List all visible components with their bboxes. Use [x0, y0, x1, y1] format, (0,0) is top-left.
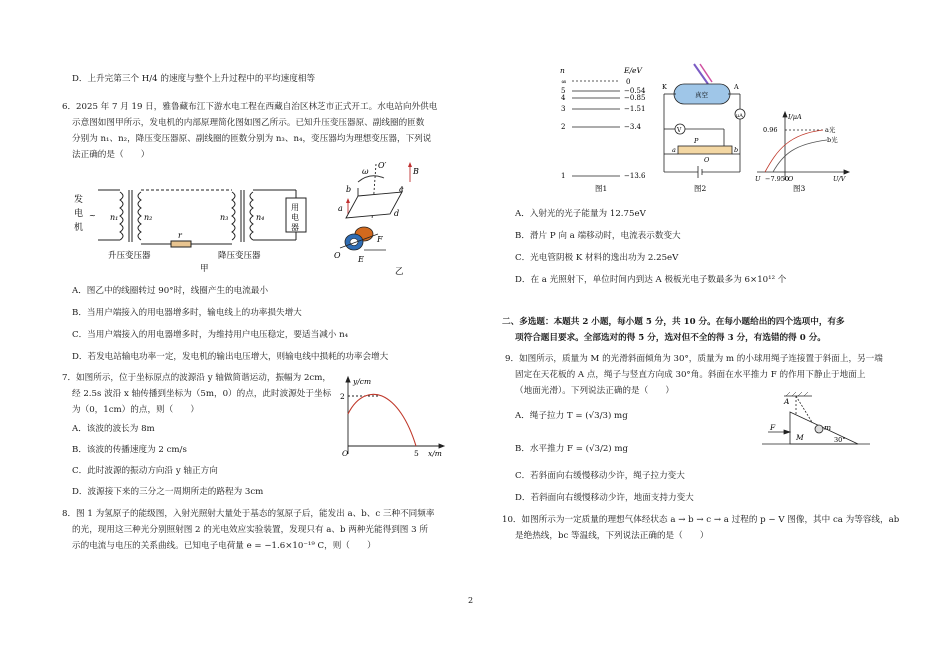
fig3-y-label: I/μA — [788, 113, 802, 121]
user-label-3: 器 — [291, 223, 299, 232]
level-n-3: 3 — [561, 105, 566, 113]
q7-option-c: C．此时波源的振动方向沿 y 轴正方向 — [72, 466, 218, 476]
q7-stem-line-1: 7．如图所示，位于坐标原点的波源沿 y 轴做简谐运动，振幅为 2cm， — [62, 373, 331, 383]
q10-stem-line-2: 是绝热线，bc 等温线，下列说法正确的是（ ） — [515, 531, 709, 541]
fig3-U: U — [755, 175, 761, 183]
generator-label-1: 发 — [74, 195, 84, 205]
level-E-1: −13.6 — [624, 172, 646, 180]
fig1-caption: 图1 — [595, 184, 608, 193]
q7-wave-graph — [338, 374, 448, 464]
step-down-label: 降压变压器 — [218, 251, 261, 261]
fig3-caption: 图3 — [793, 184, 806, 193]
q6-option-c: C．当用户端接入的用电器增多时，为维持用户电压稳定，要适当减小 n₄ — [72, 330, 349, 340]
generator-label-2: 电 — [74, 209, 84, 219]
fig2-caption: 图2 — [694, 184, 707, 193]
fig2-K: K — [662, 83, 667, 91]
label-n4: n₄ — [256, 213, 265, 222]
fig3-x-tick: −7.950 — [765, 175, 790, 183]
label-n3: n₃ — [220, 213, 229, 222]
photoelectric-apparatus — [654, 62, 754, 194]
energy-level-diagram — [558, 64, 663, 194]
label-b: b — [346, 185, 352, 194]
figure-jia-caption: 甲 — [200, 264, 209, 274]
q7-stem-line-3: 为（0，1cm）的点，则（ ） — [72, 405, 200, 415]
level-n-4: 4 — [561, 94, 566, 102]
page-number: 2 — [468, 596, 474, 605]
level-n-2: 2 — [561, 123, 566, 131]
q9-stem-line-1: 9．如图所示，质量为 M 的光滑斜面倾角为 30°，质量为 m 的小球用绳子连接置于斜面上，另一端 — [505, 354, 883, 364]
label-O: O — [334, 251, 341, 260]
fig3-y-tick: 0.96 — [763, 126, 778, 134]
level-n-inf: ∞ — [561, 78, 567, 86]
energy-header-E: E/eV — [624, 66, 642, 75]
q9-label-A: A — [784, 397, 790, 406]
q9-option-d: D．若斜面向右缓慢移动少许，地面支持力变大 — [515, 493, 694, 503]
q6-stem-line-1: 6．2025 年 7 月 19 日，雅鲁藏布江下游水电工程在西藏自治区林芝市正式开工。水电站向外供电 — [62, 102, 438, 112]
fig3-origin: O — [788, 175, 794, 183]
fig2-b: b — [734, 146, 739, 154]
label-omega: ω — [362, 167, 369, 176]
q8-stem-line-2: 的光，现用这三种光分别照射图 2 的光电效应实验装置，发现只有 a、b 两种光能得到图 3 所 — [72, 525, 428, 535]
q7-option-b: B．该波的传播速度为 2 cm/s — [72, 445, 187, 455]
level-E-5: −0.54 — [624, 87, 646, 95]
q9-label-F: F — [770, 423, 776, 432]
q10-stem-line-1: 10．如图所示为一定质量的理想气体经状态 a → b → c → a 过程的 p − V 图像，其中 ca 为等容线，ab — [502, 515, 900, 525]
generator-label-3: 机 — [74, 223, 84, 233]
fig2-voltmeter: V — [677, 127, 682, 134]
q6-stem-line-2: 示意图如图甲所示，发电机的内部原理简化图如图乙所示。已知升压变压器原、副线圈的匝数 — [72, 118, 425, 128]
svg-text:~: ~ — [89, 211, 96, 220]
q8-option-c: C．光电管阴极 K 材料的逸出功为 2.25eV — [515, 253, 679, 263]
tube-vacuum-label: 真空 — [695, 91, 708, 99]
q7-option-d: D．波源接下来的三分之一周期所走的路程为 3cm — [72, 487, 264, 497]
q9-label-M: M — [796, 433, 804, 442]
fig2-A: A — [734, 83, 739, 91]
fig2-a: a — [672, 146, 676, 154]
q6-option-d: D．若发电站输电功率一定，发电机的输出电压增大，则输电线中损耗的功率会增大 — [72, 352, 389, 362]
q9-label-m: m — [824, 423, 832, 432]
label-F: F — [377, 235, 383, 244]
fig2-ammeter: μA — [736, 113, 743, 119]
q9-incline-figure — [762, 390, 872, 456]
level-E-3: −1.51 — [624, 105, 646, 113]
user-label-2: 电 — [291, 213, 299, 222]
fig3-x-label: U/V — [833, 175, 846, 183]
q8-option-d: D．在 a 光照射下，单位时间内到达 A 极板光电子数最多为 6×10¹² 个 — [515, 275, 787, 285]
level-E-2: −3.4 — [624, 123, 641, 131]
label-n1: n₁ — [110, 213, 119, 222]
q6-option-b: B．当用户端接入的用电器增多时，输电线上的功率损失增大 — [72, 308, 302, 318]
q9-stem-line-2: 固定在天花板的 A 点，绳子与竖直方向成 30°角。斜面在水平推力 F 的作用下静止于地面上 — [515, 370, 866, 380]
label-B: B — [413, 167, 419, 176]
energy-header-n: n — [560, 66, 565, 75]
fig3-series-a: a光 — [825, 126, 836, 134]
figure-yi-caption: 乙 — [395, 267, 404, 277]
q8-option-a: A．入射光的光子能量为 12.75eV — [515, 209, 646, 219]
label-O-prime: O′ — [378, 161, 387, 170]
label-a: a — [338, 204, 343, 213]
q9-option-b: B．水平推力 F = (√3/2) mg — [515, 444, 629, 454]
q7-option-a: A．该波的波长为 8m — [72, 424, 155, 434]
q7-stem-line-2: 经 2.5s 波沿 x 轴传播到坐标为（5m，0）的点，此时波源处于坐标 — [72, 389, 332, 399]
q7-x-tick: 5 — [414, 449, 419, 458]
q7-y-tick: 2 — [340, 392, 345, 401]
fig3-series-b: b光 — [827, 136, 838, 144]
label-E: E — [358, 255, 364, 264]
q6-stem-line-3: 分别为 n₁、n₂，降压变压器原、副线圈的匝数分别为 n₃、n₄，变压器均为理想变压器，下列说 — [72, 134, 432, 144]
fig2-O: O — [704, 156, 710, 164]
q9-option-c: C．若斜面向右缓慢移动少许，绳子拉力变大 — [515, 471, 685, 481]
q6-figure-yi — [328, 160, 418, 276]
label-c: c — [399, 185, 404, 194]
q8-option-b: B．滑片 P 向 a 端移动时，电流表示数变大 — [515, 231, 681, 241]
q6-option-a: A．图乙中的线圈转过 90°时，线圈产生的电流最小 — [72, 286, 269, 296]
section-2-heading-line-1: 二、多选题：本题共 2 小题，每小题 5 分，共 10 分。在每小题给出的四个选项中，有多 — [502, 317, 845, 327]
q6-stem-line-4: 法正确的是（ ） — [72, 150, 150, 160]
q5-option-d: D．上升完第三个 H/4 的速度与整个上升过程中的平均速度相等 — [72, 74, 316, 84]
level-n-1: 1 — [561, 172, 566, 180]
label-d: d — [394, 209, 400, 218]
level-n-5: 5 — [561, 87, 566, 95]
label-r: r — [178, 231, 182, 240]
q8-stem-line-1: 8．图 1 为氢原子的能级图，入射光照射大量处于基态的氢原子后，能发出 a、b、c 三种不同频率 — [62, 509, 435, 519]
section-2-heading-line-2: 项符合题目要求。全部选对的得 5 分，选对但不全的得 3 分，有选错的得 0 分。 — [515, 333, 826, 343]
q8-stem-line-3: 示的电流与电压的关系曲线。已知电子电荷量 e = −1.6×10⁻¹⁹ C，则（ ） — [72, 541, 376, 551]
q7-origin: O — [342, 449, 349, 458]
q9-stem-line-3: （地面光滑）。下列说法正确的是（ ） — [515, 386, 674, 396]
level-E-4: −0.85 — [624, 94, 646, 102]
q9-option-a: A．绳子拉力 T = (√3/3) mg — [515, 411, 628, 421]
label-n2: n₂ — [144, 213, 153, 222]
user-label-1: 用 — [291, 203, 299, 212]
q9-angle: 30° — [834, 436, 846, 444]
iu-curve-graph — [755, 110, 855, 194]
q7-x-label: x/m — [428, 449, 442, 458]
level-E-inf: 0 — [626, 78, 631, 86]
fig2-P: P — [694, 137, 699, 145]
q7-y-label: y/cm — [353, 377, 372, 386]
q6-figure-jia — [72, 178, 312, 273]
step-up-label: 升压变压器 — [108, 251, 151, 261]
